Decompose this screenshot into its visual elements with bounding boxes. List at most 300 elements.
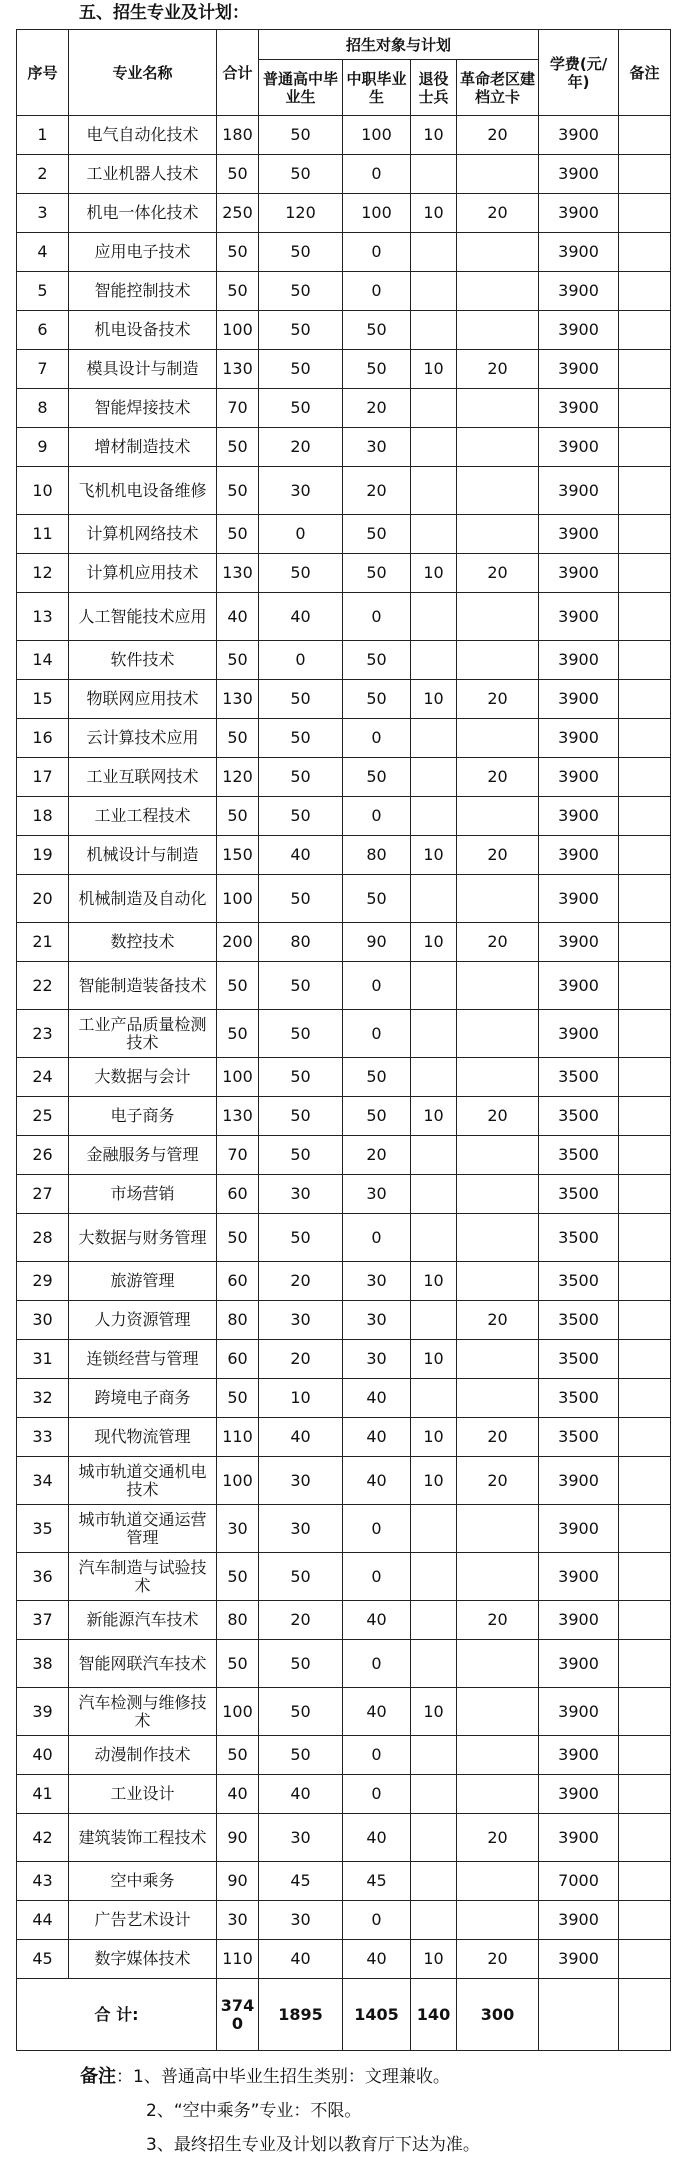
cell-remark: [619, 1097, 671, 1136]
cell-fee: 3900: [539, 467, 619, 515]
cell-revolution: 20: [457, 116, 539, 155]
cell-high-school: 50: [259, 962, 343, 1010]
total-label: 合 计:: [17, 1979, 217, 2051]
cell-major: 机电设备技术: [69, 311, 217, 350]
cell-high-school: 50: [259, 272, 343, 311]
cell-vocational: 40: [343, 1940, 411, 1979]
cell-revolution: [457, 1640, 539, 1688]
cell-major: 应用电子技术: [69, 233, 217, 272]
cell-veterans: [411, 1553, 457, 1601]
header-major: 专业名称: [69, 30, 217, 116]
cell-veterans: [411, 1814, 457, 1862]
cell-major: 城市轨道交通运营管理: [69, 1505, 217, 1553]
table-row: [17, 194, 671, 233]
cell-major: 动漫制作技术: [69, 1736, 217, 1775]
cell-veterans: [411, 1136, 457, 1175]
table-row: [17, 116, 671, 155]
cell-fee: 3900: [539, 350, 619, 389]
cell-fee: 3900: [539, 428, 619, 467]
cell-revolution: [457, 1901, 539, 1940]
cell-high-school: 30: [259, 1175, 343, 1214]
cell-remark: [619, 1940, 671, 1979]
table-row: [17, 1775, 671, 1814]
cell-high-school: 50: [259, 1640, 343, 1688]
cell-total: 50: [217, 641, 259, 680]
cell-veterans: 10: [411, 836, 457, 875]
cell-fee: 3500: [539, 1379, 619, 1418]
table-row: [17, 758, 671, 797]
total-sum: 3740: [217, 1979, 259, 2051]
cell-index: 14: [17, 641, 69, 680]
cell-remark: [619, 758, 671, 797]
total-fee: [539, 1979, 619, 2051]
cell-remark: [619, 350, 671, 389]
cell-index: 15: [17, 680, 69, 719]
cell-major: 汽车检测与维修技术: [69, 1688, 217, 1736]
cell-veterans: [411, 428, 457, 467]
cell-index: 1: [17, 116, 69, 155]
cell-index: 29: [17, 1262, 69, 1301]
cell-total: 100: [217, 1457, 259, 1505]
cell-high-school: 50: [259, 1097, 343, 1136]
cell-high-school: 50: [259, 350, 343, 389]
cell-total: 50: [217, 155, 259, 194]
cell-veterans: [411, 758, 457, 797]
cell-total: 50: [217, 233, 259, 272]
table-row: [17, 1175, 671, 1214]
cell-veterans: [411, 1505, 457, 1553]
cell-total: 50: [217, 467, 259, 515]
cell-veterans: [411, 719, 457, 758]
header-total: 合计: [217, 30, 259, 116]
cell-total: 130: [217, 350, 259, 389]
cell-remark: [619, 1340, 671, 1379]
cell-vocational: 50: [343, 875, 411, 923]
cell-total: 60: [217, 1175, 259, 1214]
cell-fee: 3500: [539, 1418, 619, 1457]
cell-veterans: [411, 593, 457, 641]
cell-index: 35: [17, 1505, 69, 1553]
cell-fee: 3900: [539, 1736, 619, 1775]
cell-fee: 3900: [539, 233, 619, 272]
table-row: [17, 515, 671, 554]
cell-index: 3: [17, 194, 69, 233]
cell-fee: 3900: [539, 194, 619, 233]
cell-total: 70: [217, 1136, 259, 1175]
cell-vocational: 0: [343, 797, 411, 836]
cell-vocational: 50: [343, 515, 411, 554]
cell-vocational: 80: [343, 836, 411, 875]
cell-veterans: 10: [411, 1097, 457, 1136]
cell-revolution: [457, 962, 539, 1010]
cell-revolution: 20: [457, 1940, 539, 1979]
cell-vocational: 40: [343, 1457, 411, 1505]
table-row: [17, 1640, 671, 1688]
cell-fee: 7000: [539, 1862, 619, 1901]
cell-index: 9: [17, 428, 69, 467]
cell-major: 空中乘务: [69, 1862, 217, 1901]
cell-index: 16: [17, 719, 69, 758]
cell-vocational: 20: [343, 1136, 411, 1175]
table-row: [17, 428, 671, 467]
cell-revolution: [457, 311, 539, 350]
cell-remark: [619, 1775, 671, 1814]
cell-vocational: 0: [343, 1640, 411, 1688]
cell-high-school: 50: [259, 1553, 343, 1601]
cell-veterans: [411, 1901, 457, 1940]
cell-high-school: 50: [259, 155, 343, 194]
cell-revolution: [457, 389, 539, 428]
cell-index: 38: [17, 1640, 69, 1688]
cell-index: 32: [17, 1379, 69, 1418]
cell-veterans: 10: [411, 1940, 457, 1979]
cell-major: 旅游管理: [69, 1262, 217, 1301]
cell-remark: [619, 680, 671, 719]
cell-vocational: 0: [343, 719, 411, 758]
cell-fee: 3500: [539, 1058, 619, 1097]
cell-fee: 3900: [539, 680, 619, 719]
table-row: [17, 1262, 671, 1301]
cell-revolution: 20: [457, 554, 539, 593]
cell-index: 10: [17, 467, 69, 515]
table-row: [17, 875, 671, 923]
cell-index: 34: [17, 1457, 69, 1505]
cell-index: 43: [17, 1862, 69, 1901]
cell-veterans: [411, 233, 457, 272]
cell-vocational: 40: [343, 1688, 411, 1736]
cell-veterans: [411, 641, 457, 680]
cell-total: 80: [217, 1301, 259, 1340]
cell-vocational: 30: [343, 1340, 411, 1379]
cell-major: 智能制造装备技术: [69, 962, 217, 1010]
cell-major: 广告艺术设计: [69, 1901, 217, 1940]
cell-fee: 3900: [539, 836, 619, 875]
cell-veterans: [411, 1601, 457, 1640]
cell-index: 25: [17, 1097, 69, 1136]
cell-total: 100: [217, 311, 259, 350]
cell-vocational: 50: [343, 641, 411, 680]
cell-total: 130: [217, 680, 259, 719]
table-row: [17, 1814, 671, 1862]
cell-total: 80: [217, 1601, 259, 1640]
cell-high-school: 50: [259, 680, 343, 719]
cell-remark: [619, 389, 671, 428]
note-line-2: [80, 2100, 480, 2134]
cell-revolution: [457, 428, 539, 467]
cell-remark: [619, 1505, 671, 1553]
notes-colon: ：: [116, 2067, 133, 2087]
cell-revolution: [457, 1862, 539, 1901]
cell-index: 2: [17, 155, 69, 194]
cell-major: 智能焊接技术: [69, 389, 217, 428]
cell-fee: 3900: [539, 1814, 619, 1862]
cell-vocational: 0: [343, 233, 411, 272]
cell-high-school: 30: [259, 1301, 343, 1340]
table-row: [17, 1736, 671, 1775]
cell-major: 工业互联网技术: [69, 758, 217, 797]
cell-total: 50: [217, 272, 259, 311]
cell-index: 23: [17, 1010, 69, 1058]
cell-high-school: 20: [259, 1601, 343, 1640]
cell-fee: 3900: [539, 962, 619, 1010]
cell-major: 大数据与财务管理: [69, 1214, 217, 1262]
cell-revolution: 20: [457, 758, 539, 797]
cell-total: 60: [217, 1262, 259, 1301]
cell-index: 6: [17, 311, 69, 350]
cell-vocational: 50: [343, 758, 411, 797]
table-row: [17, 350, 671, 389]
cell-major: 现代物流管理: [69, 1418, 217, 1457]
cell-vocational: 45: [343, 1862, 411, 1901]
cell-index: 30: [17, 1301, 69, 1340]
cell-index: 18: [17, 797, 69, 836]
total-remark: [619, 1979, 671, 2051]
cell-fee: 3500: [539, 1340, 619, 1379]
cell-veterans: [411, 1010, 457, 1058]
cell-revolution: [457, 515, 539, 554]
total-veterans: 140: [411, 1979, 457, 2051]
table-row: [17, 554, 671, 593]
cell-revolution: [457, 467, 539, 515]
cell-vocational: 40: [343, 1418, 411, 1457]
cell-major: 汽车制造与试验技术: [69, 1553, 217, 1601]
cell-remark: [619, 1862, 671, 1901]
cell-remark: [619, 875, 671, 923]
cell-revolution: [457, 233, 539, 272]
cell-high-school: 50: [259, 1136, 343, 1175]
cell-veterans: [411, 1301, 457, 1340]
cell-revolution: [457, 797, 539, 836]
cell-revolution: [457, 1775, 539, 1814]
cell-high-school: 50: [259, 1010, 343, 1058]
table-row: [17, 797, 671, 836]
cell-veterans: 10: [411, 554, 457, 593]
cell-veterans: [411, 155, 457, 194]
cell-vocational: 0: [343, 272, 411, 311]
cell-vocational: 50: [343, 554, 411, 593]
cell-total: 100: [217, 875, 259, 923]
cell-fee: 3500: [539, 1262, 619, 1301]
cell-vocational: 0: [343, 1553, 411, 1601]
cell-total: 50: [217, 1553, 259, 1601]
cell-total: 100: [217, 1058, 259, 1097]
cell-veterans: [411, 875, 457, 923]
cell-remark: [619, 1814, 671, 1862]
table-row: [17, 1688, 671, 1736]
cell-vocational: 40: [343, 1379, 411, 1418]
cell-remark: [619, 719, 671, 758]
cell-total: 50: [217, 428, 259, 467]
cell-veterans: [411, 311, 457, 350]
cell-major: 市场营销: [69, 1175, 217, 1214]
table-row: [17, 1379, 671, 1418]
cell-major: 工业工程技术: [69, 797, 217, 836]
cell-fee: 3900: [539, 797, 619, 836]
cell-total: 50: [217, 1214, 259, 1262]
cell-index: 22: [17, 962, 69, 1010]
cell-total: 60: [217, 1340, 259, 1379]
cell-major: 飞机机电设备维修: [69, 467, 217, 515]
total-row: [17, 1979, 671, 2051]
cell-veterans: [411, 1640, 457, 1688]
cell-fee: 3900: [539, 1688, 619, 1736]
cell-total: 50: [217, 1010, 259, 1058]
cell-remark: [619, 515, 671, 554]
cell-high-school: 80: [259, 923, 343, 962]
cell-high-school: 30: [259, 467, 343, 515]
cell-high-school: 0: [259, 515, 343, 554]
table-row: [17, 1058, 671, 1097]
cell-revolution: [457, 155, 539, 194]
cell-index: 28: [17, 1214, 69, 1262]
cell-fee: 3500: [539, 1214, 619, 1262]
cell-fee: 3900: [539, 593, 619, 641]
cell-revolution: 20: [457, 836, 539, 875]
cell-total: 130: [217, 554, 259, 593]
cell-vocational: 0: [343, 962, 411, 1010]
cell-major: 工业机器人技术: [69, 155, 217, 194]
cell-major: 数字媒体技术: [69, 1940, 217, 1979]
note-line-3: [80, 2134, 480, 2168]
cell-high-school: 50: [259, 554, 343, 593]
cell-vocational: 0: [343, 155, 411, 194]
table-row: [17, 1340, 671, 1379]
cell-revolution: [457, 1340, 539, 1379]
cell-remark: [619, 1010, 671, 1058]
note-item: 1、普通高中毕业生招生类别：文理兼收。: [133, 2067, 450, 2087]
cell-vocational: 40: [343, 1814, 411, 1862]
cell-major: 城市轨道交通机电技术: [69, 1457, 217, 1505]
cell-fee: 3900: [539, 1010, 619, 1058]
total-revolution: 300: [457, 1979, 539, 2051]
cell-high-school: 30: [259, 1457, 343, 1505]
cell-high-school: 50: [259, 1058, 343, 1097]
table-row: [17, 1457, 671, 1505]
cell-fee: 3900: [539, 272, 619, 311]
cell-remark: [619, 1901, 671, 1940]
cell-index: 42: [17, 1814, 69, 1862]
cell-index: 36: [17, 1553, 69, 1601]
cell-index: 39: [17, 1688, 69, 1736]
cell-revolution: 20: [457, 1457, 539, 1505]
cell-index: 13: [17, 593, 69, 641]
cell-remark: [619, 194, 671, 233]
cell-revolution: 20: [457, 194, 539, 233]
cell-high-school: 50: [259, 311, 343, 350]
cell-vocational: 40: [343, 1601, 411, 1640]
cell-major: 金融服务与管理: [69, 1136, 217, 1175]
cell-revolution: 20: [457, 680, 539, 719]
cell-major: 机械制造及自动化: [69, 875, 217, 923]
cell-revolution: [457, 1262, 539, 1301]
cell-veterans: 10: [411, 116, 457, 155]
cell-remark: [619, 1262, 671, 1301]
table-row: [17, 1418, 671, 1457]
cell-revolution: [457, 1553, 539, 1601]
cell-revolution: 20: [457, 350, 539, 389]
cell-vocational: 0: [343, 1214, 411, 1262]
cell-revolution: [457, 875, 539, 923]
cell-index: 41: [17, 1775, 69, 1814]
cell-high-school: 40: [259, 1418, 343, 1457]
cell-fee: 3900: [539, 389, 619, 428]
cell-remark: [619, 554, 671, 593]
cell-vocational: 0: [343, 1775, 411, 1814]
table-body: [17, 116, 671, 1979]
cell-veterans: [411, 1775, 457, 1814]
cell-fee: 3500: [539, 1097, 619, 1136]
table-row: [17, 836, 671, 875]
cell-revolution: 20: [457, 1418, 539, 1457]
cell-index: 11: [17, 515, 69, 554]
cell-index: 33: [17, 1418, 69, 1457]
cell-major: 计算机网络技术: [69, 515, 217, 554]
cell-vocational: 50: [343, 680, 411, 719]
cell-high-school: 20: [259, 1262, 343, 1301]
cell-index: 44: [17, 1901, 69, 1940]
table-row: [17, 1097, 671, 1136]
cell-veterans: [411, 1862, 457, 1901]
table-row: [17, 272, 671, 311]
cell-revolution: [457, 1505, 539, 1553]
cell-total: 90: [217, 1814, 259, 1862]
cell-vocational: 50: [343, 1097, 411, 1136]
cell-total: 250: [217, 194, 259, 233]
cell-high-school: 50: [259, 116, 343, 155]
cell-high-school: 50: [259, 1688, 343, 1736]
cell-major: 电气自动化技术: [69, 116, 217, 155]
table-row: [17, 719, 671, 758]
cell-index: 45: [17, 1940, 69, 1979]
cell-high-school: 50: [259, 1214, 343, 1262]
cell-fee: 3900: [539, 1601, 619, 1640]
cell-total: 90: [217, 1862, 259, 1901]
cell-fee: 3900: [539, 923, 619, 962]
cell-veterans: 10: [411, 1340, 457, 1379]
cell-fee: 3900: [539, 875, 619, 923]
cell-remark: [619, 233, 671, 272]
cell-major: 智能控制技术: [69, 272, 217, 311]
cell-index: 37: [17, 1601, 69, 1640]
cell-index: 26: [17, 1136, 69, 1175]
cell-total: 50: [217, 1640, 259, 1688]
cell-total: 50: [217, 797, 259, 836]
cell-vocational: 0: [343, 1736, 411, 1775]
cell-vocational: 30: [343, 1301, 411, 1340]
cell-total: 50: [217, 1379, 259, 1418]
cell-high-school: 30: [259, 1901, 343, 1940]
cell-revolution: [457, 1136, 539, 1175]
cell-remark: [619, 1175, 671, 1214]
notes: [80, 2066, 480, 2168]
cell-index: 24: [17, 1058, 69, 1097]
cell-total: 130: [217, 1097, 259, 1136]
cell-total: 200: [217, 923, 259, 962]
cell-remark: [619, 962, 671, 1010]
table-row: [17, 680, 671, 719]
cell-remark: [619, 1058, 671, 1097]
cell-high-school: 0: [259, 641, 343, 680]
cell-fee: 3500: [539, 1301, 619, 1340]
cell-revolution: [457, 1379, 539, 1418]
cell-fee: 3900: [539, 311, 619, 350]
cell-high-school: 50: [259, 389, 343, 428]
cell-veterans: 10: [411, 1262, 457, 1301]
cell-total: 50: [217, 962, 259, 1010]
cell-veterans: [411, 1175, 457, 1214]
cell-vocational: 90: [343, 923, 411, 962]
cell-revolution: [457, 1736, 539, 1775]
